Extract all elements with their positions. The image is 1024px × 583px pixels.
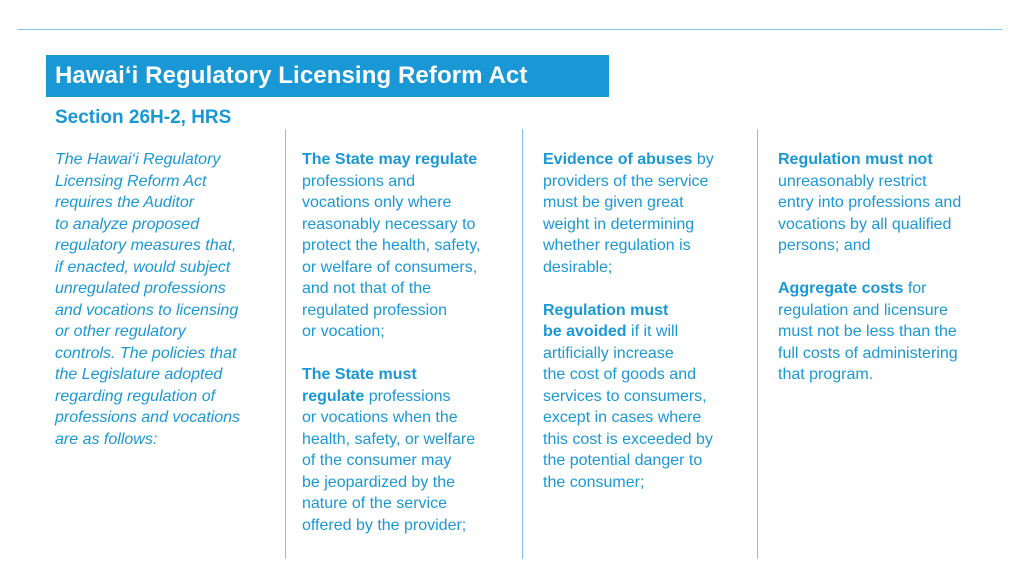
intro-line: and vocations to licensing: [55, 301, 239, 319]
policy-item-aggregate-costs: [778, 278, 961, 386]
section-subtitle: Section 26H-2, HRS: [55, 107, 232, 128]
intro-line: controls. The policies that: [55, 344, 237, 362]
policy-line-rest: by: [692, 151, 714, 168]
policy-heading: Regulation must not: [778, 151, 933, 168]
column-divider: [522, 129, 523, 559]
policy-line: nature of the service: [302, 495, 447, 512]
policy-line-rest: professions: [364, 387, 451, 405]
policy-line: whether regulation is: [543, 237, 691, 254]
policy-line: providers of the service: [543, 172, 709, 190]
policy-line-rest: for: [903, 280, 927, 297]
policy-line: the potential danger to: [543, 452, 703, 469]
policy-column-3: [543, 149, 714, 493]
policy-item-state-must-regulate: [302, 364, 480, 536]
policy-line: desirable;: [543, 258, 613, 276]
policy-line: except in cases where: [543, 409, 702, 426]
intro-column: [55, 149, 240, 450]
intro-line: to analyze proposed: [55, 215, 200, 233]
title-banner: [46, 55, 609, 97]
policy-line: and not that of the: [302, 280, 431, 297]
policy-item-regulation-must-not: [778, 149, 961, 257]
policy-line: professions and: [302, 172, 415, 190]
policy-line: entry into professions and: [778, 194, 962, 211]
policy-heading: Aggregate costs: [778, 280, 904, 297]
intro-line: professions and vocations: [55, 409, 240, 426]
intro-line: the Legislature adopted: [55, 366, 223, 383]
policy-line: that program.: [778, 366, 874, 383]
top-rule: [18, 29, 1002, 30]
intro-line: or other regulatory: [55, 323, 186, 340]
intro-line: The Hawai‘i Regulatory: [55, 151, 221, 168]
policy-item-state-may-regulate: [302, 149, 480, 343]
page-title: Hawai‘i Regulatory Licensing Reform Act: [55, 62, 528, 89]
policy-heading: Regulation must: [543, 301, 669, 319]
policy-item-regulation-avoided: [543, 300, 714, 494]
policy-heading: The State may regulate: [302, 151, 478, 168]
policy-column-4: [778, 149, 961, 386]
policy-line: protect the health, safety,: [302, 237, 481, 254]
policy-line: of the consumer may: [302, 452, 452, 469]
policy-line: or welfare of consumers,: [302, 258, 478, 276]
policy-line: persons; and: [778, 237, 871, 254]
intro-line: Licensing Reform Act: [55, 172, 207, 190]
policy-line: the cost of goods and: [543, 366, 696, 383]
policy-line: regulated profession: [302, 301, 447, 319]
intro-line: if enacted, would subject: [55, 258, 231, 276]
policy-line: vocations only where: [302, 194, 452, 211]
policy-heading: regulate: [302, 387, 365, 405]
policy-line: must not be less than the: [778, 323, 957, 340]
policy-line: or vocation;: [302, 323, 385, 340]
policy-line: weight in determining: [543, 215, 695, 233]
policy-line: artificially increase: [543, 344, 674, 362]
policy-line: be jeopardized by the: [302, 473, 455, 491]
policy-heading: be avoided: [543, 323, 627, 340]
intro-line: unregulated professions: [55, 280, 226, 297]
column-divider: [285, 129, 286, 559]
intro-line: regarding regulation of: [55, 387, 216, 405]
policy-heading: The State must: [302, 366, 417, 383]
policy-line-rest: if it will: [626, 323, 679, 340]
policy-line: must be given great: [543, 194, 684, 211]
column-divider: [757, 129, 758, 559]
policy-column-2: [302, 149, 480, 536]
policy-line: offered by the provider;: [302, 516, 467, 534]
policy-line: this cost is exceeded by: [543, 430, 713, 448]
policy-line: the consumer;: [543, 473, 645, 491]
policy-line: or vocations when the: [302, 409, 458, 426]
policy-line: health, safety, or welfare: [302, 430, 476, 448]
policy-line: services to consumers,: [543, 387, 707, 405]
policy-line: regulation and licensure: [778, 301, 948, 319]
policy-line: vocations by all qualified: [778, 215, 952, 233]
policy-line: reasonably necessary to: [302, 215, 476, 233]
policy-line: full costs of administering: [778, 344, 958, 362]
policy-item-evidence-of-abuses: [543, 149, 714, 278]
policy-line: unreasonably restrict: [778, 172, 927, 190]
policy-heading: Evidence of abuses: [543, 151, 693, 168]
intro-line: regulatory measures that,: [55, 237, 237, 254]
intro-line: requires the Auditor: [55, 194, 195, 211]
intro-line: are as follows:: [55, 430, 158, 448]
